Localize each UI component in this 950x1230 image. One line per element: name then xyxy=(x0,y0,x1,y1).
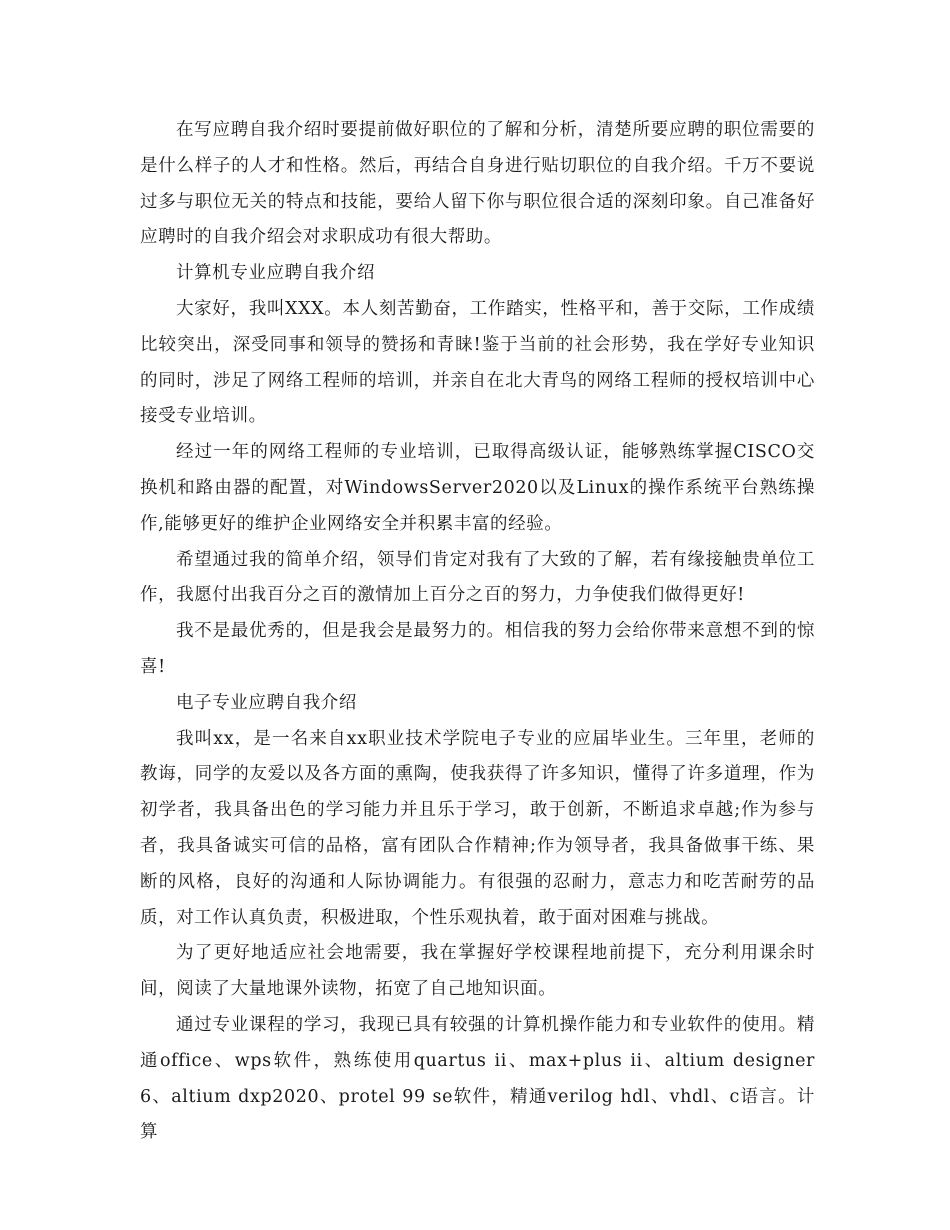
electronics-paragraph-1: 我叫xx，是一名来自xx职业技术学院电子专业的应届毕业生。三年里，老师的教诲，同学的友爱以及各方面的熏陶，使我获得了许多知识，懂得了许多道理，作为初学者，我具备出色的学习能力并且乐于学习，敢于创新，不断追求卓越;作为参与者，我具备诚实可信的品格，富有团队合作精神;作为领导者，我具备做事干练、果断的风格，良好的沟通和人际协调能力。有很强的忍耐力，意志力和吃苦耐劳的品质，对工作认真负责，积极进取，个性乐观执着，敢于面对困难与挑战。 xyxy=(140,728,815,928)
section-heading-electronics: 电子专业应聘自我介绍 xyxy=(176,692,357,713)
electronics-paragraph-3: 通过专业课程的学习，我现已具有较强的计算机操作能力和专业软件的使用。精通office、wps软件，熟练使用quartus ii、max+plus ii、altium designer 6、altium dxp2020、protel 99 se软件，精通verilog hdl、vhdl、c语言。计算 xyxy=(140,1014,815,1143)
electronics-paragraph-2: 为了更好地适应社会地需要，我在掌握好学校课程地前提下，充分利用课余时间，阅读了大量地课外读物，拓宽了自己地知识面。 xyxy=(140,943,815,1000)
document-body xyxy=(140,113,815,1151)
computer-paragraph-4: 我不是最优秀的，但是我会是最努力的。相信我的努力会给你带来意想不到的惊喜! xyxy=(140,621,815,677)
computer-paragraph-2: 经过一年的网络工程师的专业培训，已取得高级认证，能够熟练掌握CISCO交换机和路由器的配置，对WindowsServer2020以及Linux的操作系统平台熟练操作,能够更好的维护企业网络安全并积累丰富的经验。 xyxy=(140,442,815,534)
computer-paragraph-1: 大家好，我叫XXX。本人刻苦勤奋，工作踏实，性格平和，善于交际，工作成绩比较突出，深受同事和领导的赞扬和青睐!鉴于当前的社会形势，我在学好专业知识的同时，涉足了网络工程师的培训，并亲自在北大青鸟的网络工程师的授权培训中心接受专业培训。 xyxy=(140,298,815,427)
computer-paragraph-3: 希望通过我的简单介绍，领导们肯定对我有了大致的了解，若有缘接触贵单位工作，我愿付出我百分之百的激情加上百分之百的努力，力争使我们做得更好! xyxy=(140,549,815,606)
intro-paragraph: 在写应聘自我介绍时要提前做好职位的了解和分析，清楚所要应聘的职位需要的是什么样子的人才和性格。然后，再结合自身进行贴切职位的自我介绍。千万不要说过多与职位无关的特点和技能，要给人留下你与职位很合适的深刻印象。自己准备好应聘时的自我介绍会对求职成功有很大帮助。 xyxy=(140,120,815,248)
section-heading-computer: 计算机专业应聘自我介绍 xyxy=(176,263,376,284)
